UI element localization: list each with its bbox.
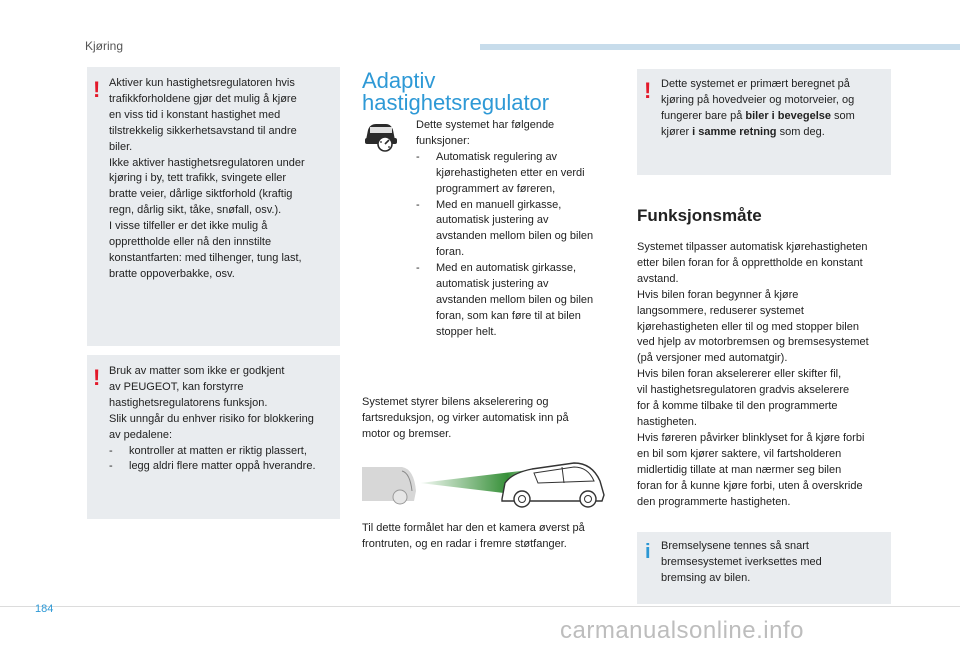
feature-line: Med en automatisk girkasse, <box>436 262 577 275</box>
warning1-line: kjøring i by, tett trafikk, svingete eller <box>109 172 287 185</box>
warning-text-1 <box>109 76 337 283</box>
warning2-line: Bruk av matter som ikke er godkjent <box>109 365 285 377</box>
body-line: ved hjelp av motorbremsen og bremsesystemet <box>637 336 869 349</box>
footer-divider <box>0 606 960 607</box>
function-description <box>637 240 897 510</box>
feature-line: stopper helt. <box>436 325 497 338</box>
warning1-line: en viss tid i konstant hastighet med <box>109 108 281 121</box>
body-line: en bil som kjører saktere, vil fartsholderen <box>637 447 842 460</box>
warning1-line: bratte oppoverbakke, osv. <box>109 267 235 280</box>
warning-text-3 <box>661 77 889 141</box>
title-line: hastighetsregulator <box>362 90 550 115</box>
body-line: vil hastighetsregulatoren gradvis akselerere <box>637 384 850 397</box>
feature-line: programmert av føreren, <box>436 182 556 195</box>
feature-line: automatisk justering av <box>436 278 549 291</box>
body-line: foran for å kunne kjøre forbi, uten å overskride <box>637 479 863 492</box>
body-line: den programmerte hastigheten. <box>637 495 791 508</box>
section-label: Kjøring <box>85 39 124 53</box>
body-line: Hvis bilen foran akselererer eller skifter fil, <box>637 368 842 381</box>
info-text <box>661 539 887 587</box>
para-line: Systemet styrer bilens akselerering og <box>362 396 549 408</box>
info-icon: i <box>645 541 651 563</box>
body-line: for å komme tilbake til den programmerte <box>637 400 838 413</box>
warning3-line: Dette systemet er primært beregnet på <box>661 78 850 90</box>
radar-car-illustration <box>362 451 620 509</box>
body-line: midlertidig tillate at man nærmer seg bilen <box>637 463 842 476</box>
feature-line: automatisk justering av <box>436 214 549 227</box>
feature-line: foran, som kan føre til at bilen <box>436 309 581 322</box>
warning3-line: kjører i samme retning som deg. <box>661 125 825 138</box>
feature-item: - Automatisk regulering av kjørehastigheten etter en verdi programmert av føreren, <box>416 150 616 198</box>
cruise-control-icon <box>362 118 400 152</box>
info-line: bremsing av bilen. <box>661 571 751 584</box>
info-line: Bremselysene tennes så snart <box>661 540 809 552</box>
intro-line: funksjoner: <box>416 134 470 147</box>
section-heading: Funksjonsmåte <box>637 206 762 225</box>
warning2-line: Slik unngår du enhver risiko for blokkering <box>109 412 314 425</box>
body-line: Hvis bilen foran begynner å kjøre <box>637 288 799 301</box>
bullet-item: - legg aldri flere matter oppå hverandre. <box>109 459 337 475</box>
title-line: Adaptiv <box>362 68 436 93</box>
camera-radar-paragraph <box>362 521 622 553</box>
bullet-text: kontroller at matten er riktig plassert, <box>129 444 307 457</box>
warning1-line: opprettholde eller nå den innstilte <box>109 236 272 249</box>
warning1-line: konstantfarten: med tilhenger, tung last, <box>109 251 302 264</box>
body-line: etter bilen foran for å opprettholde en konstant <box>637 256 863 269</box>
bullet-text: legg aldri flere matter oppå hverandre. <box>129 460 316 473</box>
watermark: carmanualsonline.info <box>560 617 804 644</box>
feature-line: avstanden mellom bilen og bilen <box>436 293 594 306</box>
warning1-line: biler. <box>109 140 133 153</box>
warning1-line: I visse tilfeller er det ikke mulig å <box>109 220 268 233</box>
feature-line: Automatisk regulering av <box>436 150 558 163</box>
body-line: kjørehastigheten eller til og med stopper bilen <box>637 320 859 333</box>
warning1-line: tilstrekkelig sikkerhetsavstand til andre <box>109 124 297 137</box>
header-bar <box>480 44 960 50</box>
page-title <box>362 70 549 114</box>
warning1-line: Aktiver kun hastighetsregulatoren hvis <box>109 77 295 89</box>
body-line: (på versjoner med automatgir). <box>637 352 788 365</box>
warning2-line: av PEUGEOT, kan forstyrre <box>109 380 244 393</box>
warning-text-2 <box>109 364 337 475</box>
para-line: frontruten, og en radar i fremre støtfanger. <box>362 537 567 550</box>
info-line: bremsesystemet iverksettes med <box>661 555 822 568</box>
para-line: fartsreduksjon, og virker automatisk inn på <box>362 411 569 424</box>
warning2-line: av pedalene: <box>109 428 172 441</box>
warning1-line: Ikke aktiver hastighetsregulatoren under <box>109 156 305 169</box>
para-line: motor og bremser. <box>362 427 452 440</box>
feature-line: foran. <box>436 246 465 259</box>
feature-item: - Med en manuell girkasse, automatisk justering av avstanden mellom bilen og bilen foran. <box>416 198 616 262</box>
warning2-line: hastighetsregulatorens funksjon. <box>109 396 268 409</box>
feature-line: Med en manuell girkasse, <box>436 198 562 211</box>
intro-line: Dette systemet har følgende <box>416 119 555 131</box>
warning-icon: ! <box>644 78 652 103</box>
feature-line: avstanden mellom bilen og bilen <box>436 230 594 243</box>
intro-text <box>416 118 616 341</box>
warning3-line: fungerer bare på biler i bevegelse som <box>661 109 855 122</box>
body-line: avstand. <box>637 272 679 285</box>
bullet-item: - kontroller at matten er riktig plassert, <box>109 444 337 460</box>
body-line: hastigheten. <box>637 415 697 428</box>
system-paragraph <box>362 395 617 443</box>
feature-line: kjørehastigheten etter en verdi <box>436 166 585 179</box>
body-line: Hvis føreren påvirker blinklyset for å kjøre forbi <box>637 431 865 444</box>
warning1-line: trafikkforholdene gjør det mulig å kjøre <box>109 92 297 105</box>
body-line: Systemet tilpasser automatisk kjørehastigheten <box>637 241 868 253</box>
warning-icon: ! <box>93 77 101 102</box>
warning1-line: bratte veier, dårlige siktforhold (kraftig <box>109 188 293 201</box>
warning3-line: kjøring på hovedveier og motorveier, og <box>661 93 855 106</box>
body-line: langsommere, reduserer systemet <box>637 304 804 317</box>
page-number: 184 <box>35 603 54 615</box>
warning-icon: ! <box>93 365 101 390</box>
para-line: Til dette formålet har den et kamera øverst på <box>362 522 585 534</box>
warning1-line: regn, dårlig sikt, tåke, snøfall, osv.). <box>109 204 282 217</box>
feature-item: - Med en automatisk girkasse, automatisk justering av avstanden mellom bilen og bilen foran, som kan føre til at bilen stopper helt. <box>416 261 616 341</box>
